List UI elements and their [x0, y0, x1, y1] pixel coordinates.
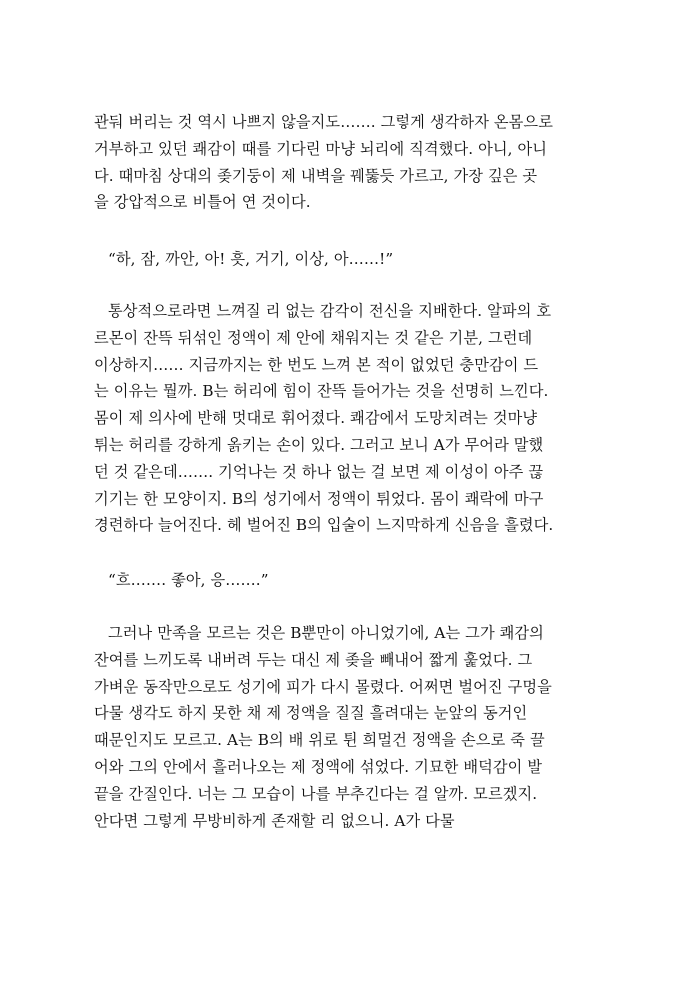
text-line: 안다면 그렇게 무방비하게 존재할 리 없으니. A가 다물 — [94, 811, 455, 830]
text-line: 튀는 허리를 강하게 옭키는 손이 있다. 그러고 보니 A가 무어라 말했 — [94, 435, 544, 454]
text-line: “흐……. 좋아, 응…….” — [108, 571, 269, 589]
paragraph-2 — [94, 298, 614, 539]
text-line-indented: 통상적으로라면 느껴질 리 없는 감각이 전신을 지배한다. 알파의 호 — [108, 302, 552, 320]
text-line: 어와 그의 안에서 흘러나오는 제 정액에 섞었다. 기묘한 배덕감이 발 — [94, 757, 543, 776]
dialogue-2 — [108, 567, 628, 594]
text-line-indented: 그러나 만족을 모르는 것은 B뿐만이 아니었기에, A는 그가 쾌감의 — [108, 624, 544, 642]
dialogue-1 — [108, 246, 628, 273]
text-line: 끝을 간질인다. 너는 그 모습이 나를 부추긴다는 걸 알까. 모르겠지. — [94, 784, 538, 803]
text-line: 거부하고 있던 쾌감이 때를 기다린 마냥 뇌리에 직격했다. 아니, 아니 — [94, 139, 548, 158]
text-line: 경련하다 늘어진다. 헤 벌어진 B의 입술이 느지막하게 신음을 흘렸다. — [94, 516, 554, 535]
paragraph-1 — [94, 109, 614, 216]
text-line: 몸이 제 의사에 반해 멋대로 휘어졌다. 쾌감에서 도망치려는 것마냥 — [94, 409, 538, 428]
text-line: 잔여를 느끼도록 내버려 두는 대신 제 좆을 빼내어 짧게 훑었다. 그 — [94, 650, 533, 669]
text-line: 이상하지…… 지금까지는 한 번도 느껴 본 적이 없었던 충만감이 드 — [94, 355, 539, 374]
text-line: 을 강압적으로 비틀어 연 것이다. — [94, 193, 311, 212]
text-line: 때문인지도 모르고. A는 B의 배 위로 튄 희멀건 정액을 손으로 죽 끌 — [94, 731, 545, 750]
text-line: 는 이유는 뭘까. B는 허리에 힘이 잔뜩 들어가는 것을 선명히 느낀다. — [94, 382, 549, 401]
paragraph-3 — [94, 620, 614, 834]
text-line: 다물 생각도 하지 못한 채 제 정액을 질질 흘려대는 눈앞의 동거인 — [94, 704, 528, 723]
text-line: 르몬이 잔뜩 뒤섞인 정액이 제 안에 채워지는 것 같은 기분, 그런데 — [94, 328, 533, 347]
text-line: 가벼운 동작만으로도 성기에 피가 다시 몰렸다. 어쩌면 벌어진 구멍을 — [94, 677, 552, 696]
text-line: “하, 잠, 까안, 아! 흣, 거기, 이상, 아……!” — [108, 250, 394, 268]
text-line: 다. 때마침 상대의 좆기둥이 제 내벽을 꿰뚫듯 가르고, 가장 깊은 곳 — [94, 166, 538, 185]
text-line: 기기는 한 모양이지. B의 성기에서 정액이 튀었다. 몸이 쾌락에 마구 — [94, 489, 544, 508]
text-line: 던 것 같은데……. 기억나는 것 하나 없는 걸 보면 제 이성이 아주 끊 — [94, 462, 544, 481]
text-line: 관둬 버리는 것 역시 나쁘지 않을지도……. 그렇게 생각하자 온몸으로 — [94, 113, 553, 131]
